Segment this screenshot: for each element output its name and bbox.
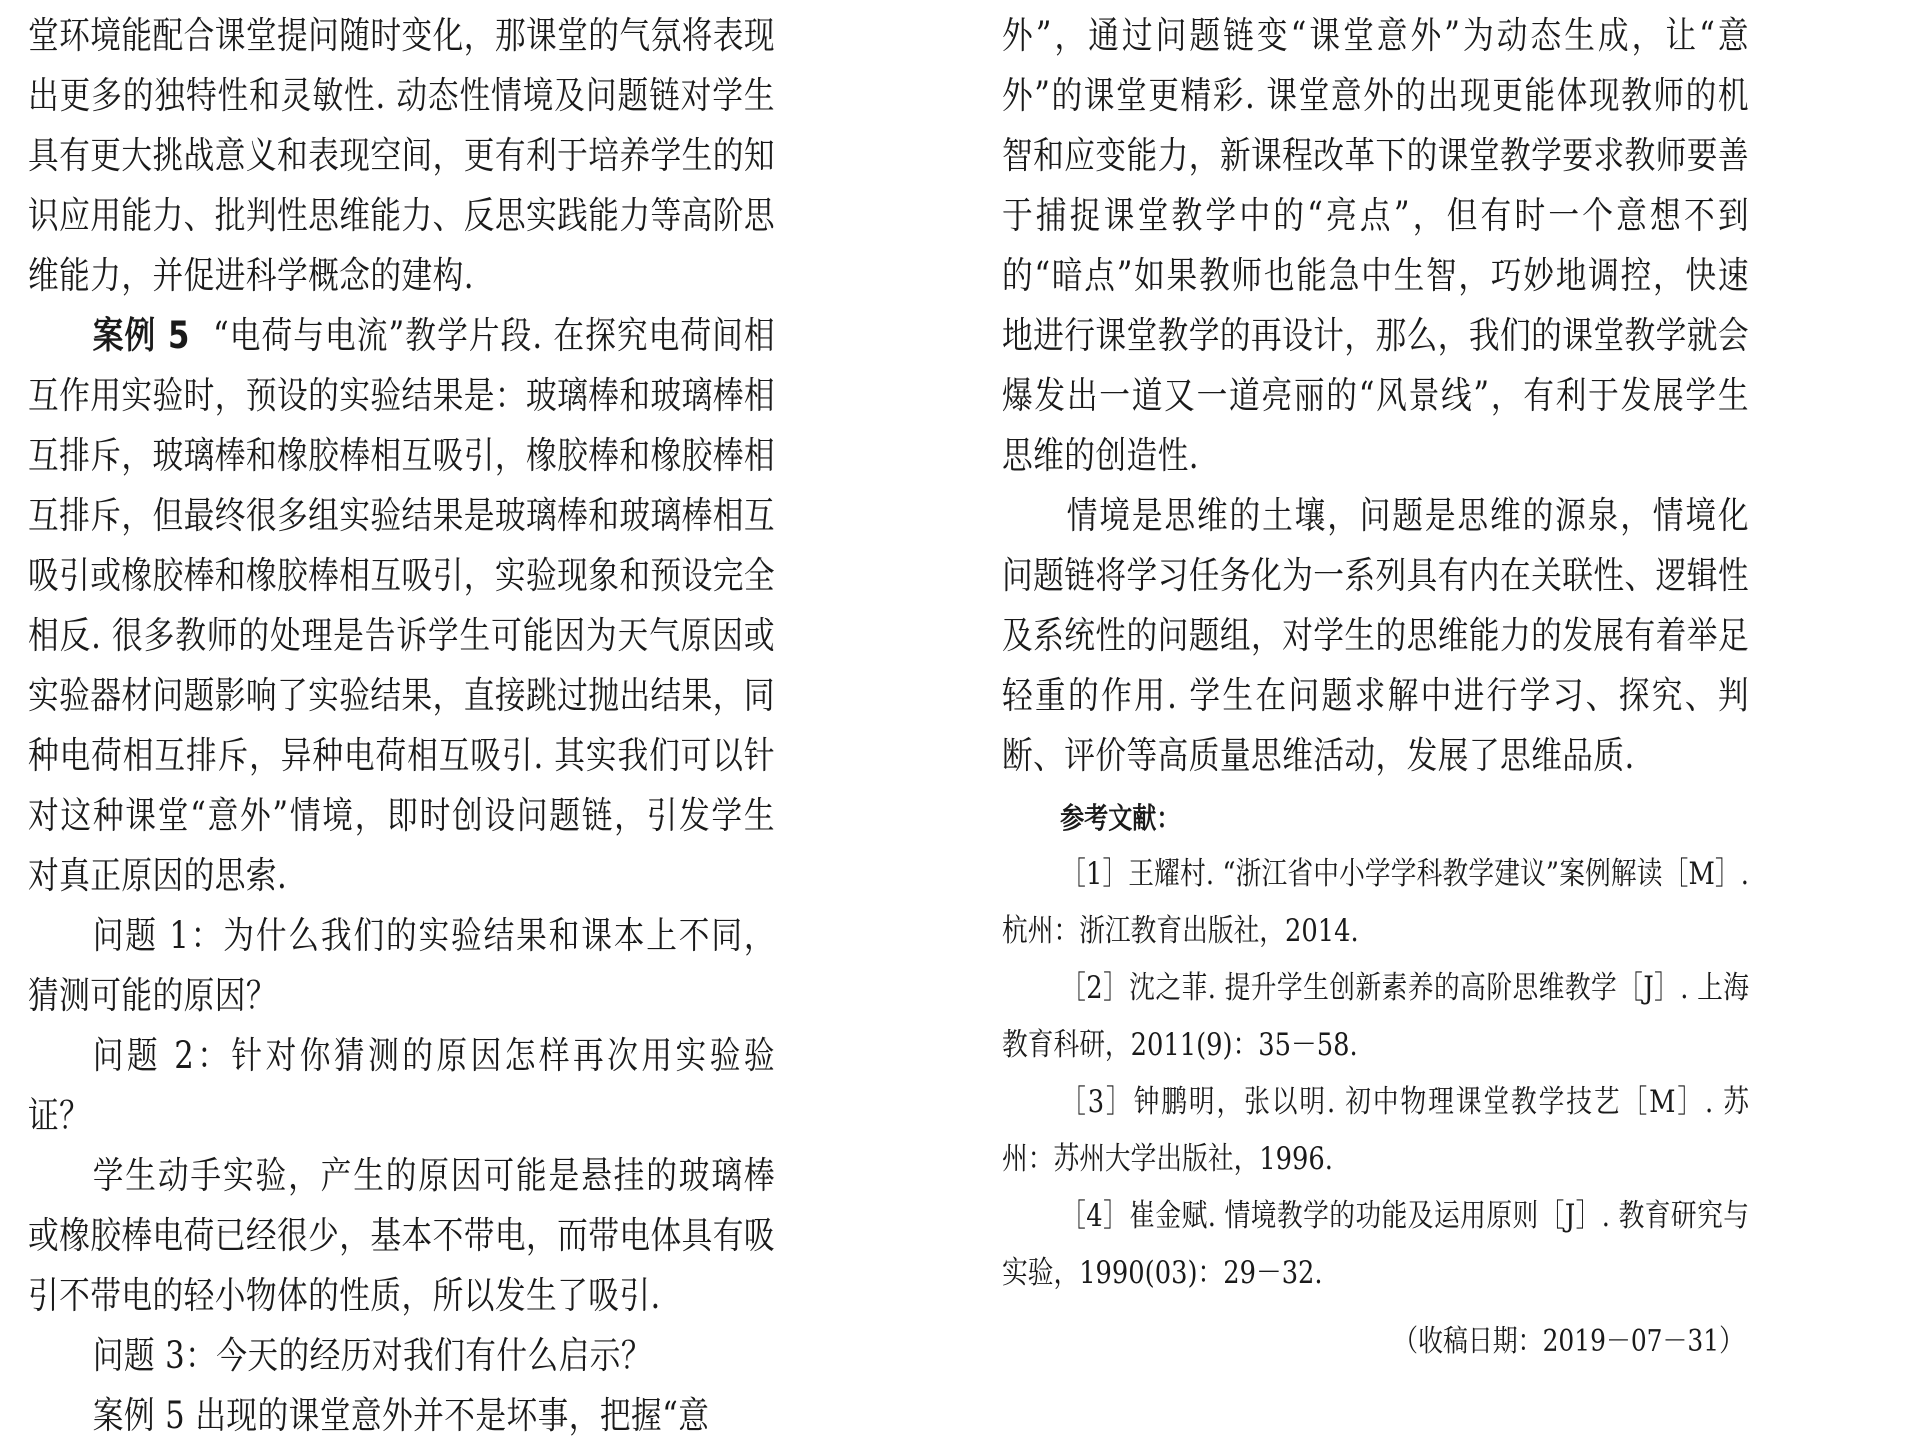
reference-item: ［4］崔金赋. 情境教学的功能及运用原则［J］. 教育研究与实验，1990(03)：29－32. <box>1002 1198 1749 1291</box>
reference-item: ［1］王耀村. “浙江省中小学学科教学建议”案例解读［M］. 杭州：浙江教育出版社，2014. <box>1002 856 1749 949</box>
references-heading: 参考文献： <box>1060 801 1181 835</box>
continued-paragraph: 堂环境能配合课堂提问随时变化，那课堂的气氛将表现出更多的独特性和灵敏性. 动态性情境及问题链对学生具有更大挑战意义和表现空间，更有利于培养学生的知识应用能力、批判性思维能力、反思实践能力等高阶思维能力，并促进科学概念的建构. <box>28 14 775 297</box>
question-1: 问题 1：为什么我们的实验结果和课本上不同，猜测可能的原因？ <box>28 914 776 1017</box>
student-experiment-paragraph: 学生动手实验，产生的原因可能是悬挂的玻璃棒或橡胶棒电荷已经很少，基本不带电，而带电体具有吸引不带电的轻小物体的性质，所以发生了吸引. <box>28 1154 776 1317</box>
case-5-summary-start: 案例 5 出现的课堂意外并不是坏事，把握“意 <box>92 1394 710 1437</box>
question-3: 问题 3：今天的经历对我们有什么启示？ <box>92 1334 653 1377</box>
received-date: （收稿日期：2019－07－31） <box>1393 1324 1745 1359</box>
reference-item: ［3］钟鹏明，张以明. 初中物理课堂教学技艺［M］. 苏州：苏州大学出版社，1996. <box>1002 1084 1749 1177</box>
case-5-text: “电荷与电流”教学片段. 在探究电荷间相互作用实验时，预设的实验结果是：玻璃棒和玻璃棒相互排斥，玻璃棒和橡胶棒相互吸引，橡胶棒和橡胶棒相互排斥，但最终很多组实验结果是玻璃棒和玻璃棒相互吸引或橡胶棒和橡胶棒相互吸引，实验现象和预设完全相反. 很多教师的处理是告诉学生可能因为天气原因或实验器材问题影响了实验结果，直接跳过抛出结果，同种电荷相互排斥，异种电荷相互吸引. 其实我们可以针对这种课堂“意外”情境，即时创设问题链，引发学生对真正原因的思索. <box>28 314 775 897</box>
left-column <box>28 6 775 1446</box>
reference-item: ［2］沈之菲. 提升学生创新素养的高阶思维教学［J］. 上海教育科研，2011(9)：35－58. <box>1002 970 1749 1063</box>
conclusion-paragraph: 情境是思维的土壤，问题是思维的源泉，情境化问题链将学习任务化为一系列具有内在关联性、逻辑性及系统性的问题组，对学生的思维能力的发展有着举足轻重的作用. 学生在问题求解中进行学习、探究、判断、评价等高质量思维活动，发展了思维品质. <box>1002 494 1749 777</box>
case-5-paragraph <box>28 306 775 906</box>
case-5-summary-end: 外”，通过问题链变“课堂意外”为动态生成，让“意外”的课堂更精彩. 课堂意外的出现更能体现教师的机智和应变能力，新课程改革下的课堂教学要求教师要善于捕捉课堂教学中的“亮点”，但有时一个意想不到的“暗点”如果教师也能急中生智，巧妙地调控，快速地进行课堂教学的再设计，那么，我们的课堂教学就会爆发出一道又一道亮丽的“风景线”，有利于发展学生思维的创造性. <box>1002 14 1749 477</box>
question-2: 问题 2：针对你猜测的原因怎样再次用实验验证？ <box>28 1034 776 1137</box>
right-column <box>1002 6 1749 1370</box>
case-5-label: 案例 5 <box>92 314 190 357</box>
